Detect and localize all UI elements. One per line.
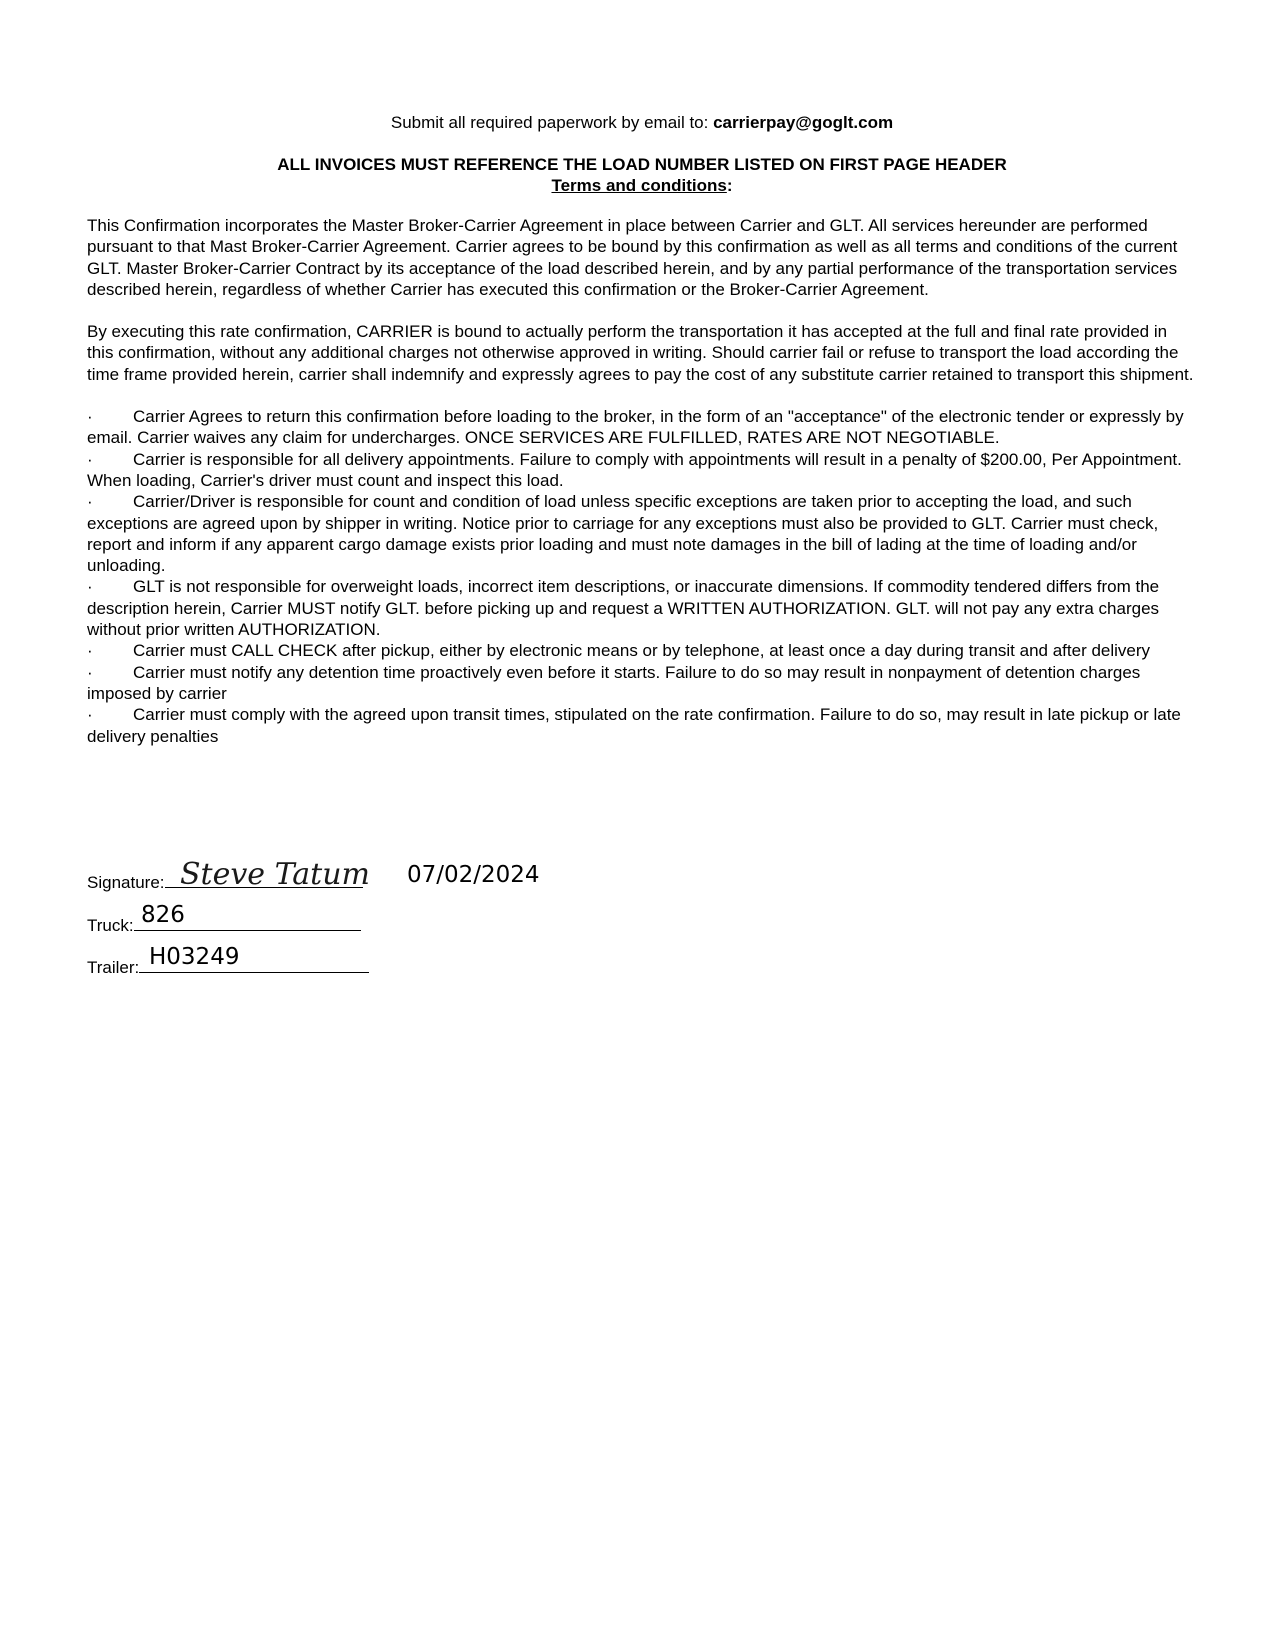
terms-heading-colon: : bbox=[726, 176, 733, 195]
bullet-marker: · bbox=[87, 449, 93, 469]
trailer-value: H03249 bbox=[149, 944, 240, 970]
date-value: 07/02/2024 bbox=[407, 862, 540, 888]
truck-value: 826 bbox=[141, 902, 185, 928]
submit-prefix: Submit all required paperwork by email to: bbox=[390, 113, 714, 132]
bullet-text: Carrier must notify any detention time proactively even before it starts. Failure to do so may result in nonpayment of detention charges imposed by carrier bbox=[87, 662, 1141, 703]
paragraph-agreement: This Confirmation incorporates the Master Broker-Carrier Agreement in place between Carrier and GLT. All services hereunder are performed pursuant to that Mast Broker-Carrier Agreement. Carrier agrees to be bound by this confirmation as well as all terms and conditions of the current GLT. Master Broker-Carrier Contract by its acceptance of the load described herein, and by any partial performance of the transportation services described herein, regardless of whether Carrier has executed this confirmation or the Broker-Carrier Agreement. bbox=[87, 216, 1178, 299]
bullet-text: GLT is not responsible for overweight loads, incorrect item descriptions, or inaccurate dimensions. If commodity tendered differs from the description herein, Carrier MUST notify GLT. before picking up and request a WRITTEN AUTHORIZATION. GLT. will not pay any extra charges without prior written AUTHORIZATION. bbox=[87, 577, 1160, 640]
submit-instructions bbox=[87, 112, 1197, 134]
bullet-text: Carrier/Driver is responsible for count and condition of load unless specific exceptions are taken prior to accepting the load, and such exceptions are agreed upon by shipper in writing. Notice prior to carriage for any exceptions must also be provided to GLT. Carrier must check, report and inform if any apparent cargo damage exists prior loading and must note damages in the bill of lading at the time of loading and/or unloading. bbox=[87, 492, 1159, 576]
bullet-marker: · bbox=[87, 407, 93, 427]
trailer-label: Trailer: bbox=[87, 958, 140, 977]
list-item bbox=[87, 449, 1197, 492]
list-item bbox=[87, 406, 1197, 449]
bullet-text: Carrier is responsible for all delivery appointments. Failure to comply with appointments will result in a penalty of $200.00, Per Appointment. When loading, Carrier's driver must count and inspect this load. bbox=[87, 449, 1182, 490]
bullet-marker: · bbox=[87, 705, 93, 725]
bullet-text: Carrier Agrees to return this confirmation before loading to the broker, in the form of an "acceptance" of the electronic tender or expressly by email. Carrier waives any claim for undercharges. ONCE SERVICES ARE FULFILLED, RATES ARE NOT NEGOTIABLE. bbox=[87, 407, 1184, 448]
list-item bbox=[87, 576, 1197, 640]
bullet-text: Carrier must comply with the agreed upon transit times, stipulated on the rate confirmation. Failure to do so, may result in late pickup or late delivery penalties bbox=[87, 705, 1181, 746]
list-item bbox=[87, 640, 1197, 661]
truck-label: Truck: bbox=[87, 916, 134, 935]
invoice-notice: ALL INVOICES MUST REFERENCE THE LOAD NUMBER LISTED ON FIRST PAGE HEADER bbox=[277, 155, 1007, 174]
list-item bbox=[87, 491, 1197, 576]
bullet-marker: · bbox=[87, 641, 93, 661]
handwritten-signature bbox=[178, 856, 378, 894]
signature-value: Steve Tatum bbox=[180, 857, 370, 892]
bullet-marker: · bbox=[87, 577, 93, 597]
terms-bullet-list bbox=[87, 406, 1197, 747]
submit-email: carrierpay@goglt.com bbox=[713, 113, 894, 132]
terms-page bbox=[87, 112, 1197, 747]
bullet-marker: · bbox=[87, 662, 93, 682]
truck-field bbox=[87, 916, 361, 936]
list-item bbox=[87, 662, 1197, 705]
terms-heading bbox=[87, 175, 1197, 196]
bullet-marker: · bbox=[87, 492, 93, 512]
terms-heading-text: Terms and conditions bbox=[551, 176, 727, 195]
paragraph-rate-confirmation: By executing this rate confirmation, CARRIER is bound to actually perform the transportation it has accepted at the full and final rate provided in this confirmation, without any additional charges not otherwise approved in writing. Should carrier fail or refuse to transport the load according the time frame provided herein, carrier shall indemnify and expressly agrees to pay the cost of any substitute carrier retained to transport this shipment. bbox=[87, 322, 1194, 384]
signature-label: Signature: bbox=[87, 873, 165, 892]
bullet-text: Carrier must CALL CHECK after pickup, either by electronic means or by telephone, at least once a day during transit and after delivery bbox=[133, 641, 1151, 661]
list-item bbox=[87, 704, 1197, 747]
